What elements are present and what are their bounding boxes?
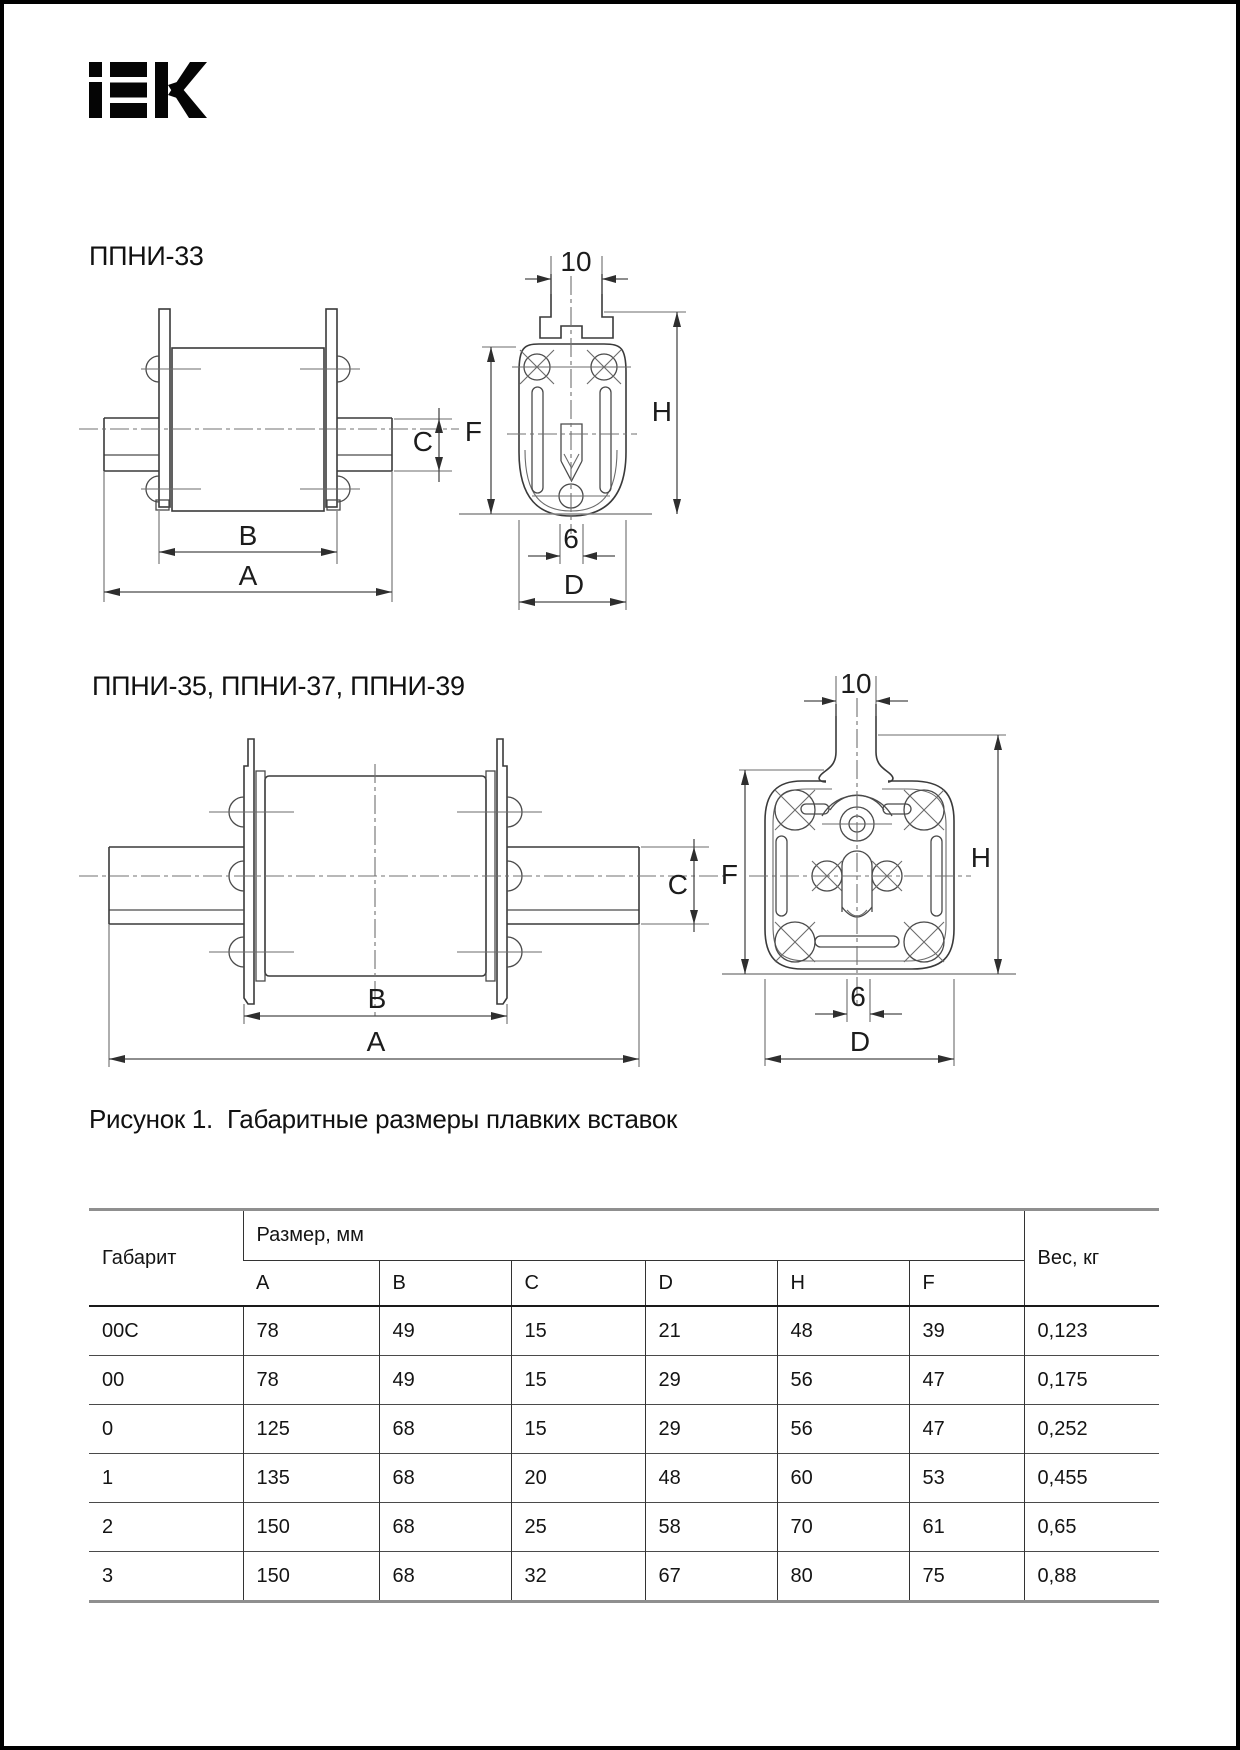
logo-e-bar xyxy=(110,103,147,118)
cell-A: 150 xyxy=(243,1552,379,1602)
cell-gabarit: 00C xyxy=(89,1306,243,1356)
cell-B: 68 xyxy=(379,1454,511,1503)
drawing2-ppni35-37-39 xyxy=(64,664,1024,1104)
cell-B: 68 xyxy=(379,1552,511,1602)
cell-A: 125 xyxy=(243,1405,379,1454)
table-row xyxy=(89,1405,1159,1454)
cell-D: 58 xyxy=(645,1503,777,1552)
cell-C: 25 xyxy=(511,1503,645,1552)
cell-F: 47 xyxy=(909,1405,1024,1454)
cell-F: 47 xyxy=(909,1356,1024,1405)
logo-i-dot xyxy=(89,62,102,77)
dim-label-B: B xyxy=(367,983,387,1014)
cell-weight: 0,88 xyxy=(1024,1552,1159,1602)
cell-gabarit: 0 xyxy=(89,1405,243,1454)
header-weight-kg: Вес, кг xyxy=(1024,1210,1159,1307)
dim-label-D: D xyxy=(849,1026,871,1057)
blade-right xyxy=(497,739,507,1004)
cell-B: 68 xyxy=(379,1405,511,1454)
subheader-F: F xyxy=(909,1261,1024,1307)
dim-label-H: H xyxy=(651,396,672,427)
dim-label-F: F xyxy=(720,859,738,890)
cell-D: 48 xyxy=(645,1454,777,1503)
dim-label-10: 10 xyxy=(560,246,592,277)
cell-C: 20 xyxy=(511,1454,645,1503)
cell-A: 78 xyxy=(243,1356,379,1405)
cell-A: 150 xyxy=(243,1503,379,1552)
cell-H: 60 xyxy=(777,1454,909,1503)
figure-caption-label: Рисунок 1. xyxy=(89,1104,213,1134)
cell-D: 67 xyxy=(645,1552,777,1602)
cell-F: 75 xyxy=(909,1552,1024,1602)
vent-slot xyxy=(600,387,611,493)
cell-A: 135 xyxy=(243,1454,379,1503)
cell-weight: 0,65 xyxy=(1024,1503,1159,1552)
cell-H: 80 xyxy=(777,1552,909,1602)
dim-label-10: 10 xyxy=(840,668,872,699)
table-row xyxy=(89,1356,1159,1405)
cell-F: 39 xyxy=(909,1306,1024,1356)
dim-label-C: C xyxy=(667,869,688,900)
cell-B: 68 xyxy=(379,1503,511,1552)
drawing1-ppni33 xyxy=(64,239,724,614)
table-header-row xyxy=(89,1210,1159,1261)
cell-C: 15 xyxy=(511,1306,645,1356)
logo-e-bar xyxy=(110,83,147,98)
cell-weight: 0,175 xyxy=(1024,1356,1159,1405)
header-size-mm: Размер, мм xyxy=(243,1210,1024,1261)
logo-i-stem xyxy=(89,82,102,118)
blade-left xyxy=(159,309,170,507)
header-gabarit: Габарит xyxy=(102,1246,177,1269)
table-row xyxy=(89,1503,1159,1552)
subheader-D: D xyxy=(645,1261,777,1307)
iek-logo xyxy=(89,62,207,118)
subheader-H: H xyxy=(777,1261,909,1307)
cell-D: 29 xyxy=(645,1356,777,1405)
dim-label-6: 6 xyxy=(850,981,866,1012)
dim-label-A: A xyxy=(366,1026,386,1057)
dimensions-table xyxy=(89,1208,1159,1603)
cell-B: 49 xyxy=(379,1356,511,1405)
table-row xyxy=(89,1306,1159,1356)
logo-k-stem xyxy=(155,62,168,118)
cell-gabarit: 3 xyxy=(89,1552,243,1602)
cell-D: 21 xyxy=(645,1306,777,1356)
cell-weight: 0,123 xyxy=(1024,1306,1159,1356)
cell-C: 15 xyxy=(511,1356,645,1405)
logo-k-arm xyxy=(168,82,207,118)
dim-label-H: H xyxy=(970,842,991,873)
cell-C: 32 xyxy=(511,1552,645,1602)
table-row xyxy=(89,1552,1159,1602)
vent-slot xyxy=(532,387,543,493)
figure-caption xyxy=(89,1104,677,1135)
blade-right xyxy=(326,309,337,507)
cell-B: 49 xyxy=(379,1306,511,1356)
cell-F: 61 xyxy=(909,1503,1024,1552)
blade-left xyxy=(244,739,254,1004)
cell-weight: 0,252 xyxy=(1024,1405,1159,1454)
drawing1-title: ППНИ-33 xyxy=(89,241,204,271)
dim-label-C: C xyxy=(412,426,433,457)
subheader-C: C xyxy=(511,1261,645,1307)
cell-H: 56 xyxy=(777,1405,909,1454)
logo-e-bar xyxy=(110,62,147,77)
cell-H: 48 xyxy=(777,1306,909,1356)
cell-D: 29 xyxy=(645,1405,777,1454)
dim-label-F: F xyxy=(464,416,482,447)
cell-H: 70 xyxy=(777,1503,909,1552)
cell-gabarit: 00 xyxy=(89,1356,243,1405)
cell-weight: 0,455 xyxy=(1024,1454,1159,1503)
cell-F: 53 xyxy=(909,1454,1024,1503)
cell-gabarit: 1 xyxy=(89,1454,243,1503)
cell-C: 15 xyxy=(511,1405,645,1454)
dim-label-6: 6 xyxy=(563,523,579,554)
table-row xyxy=(89,1454,1159,1503)
subheader-A: A xyxy=(243,1261,379,1307)
figure-caption-text: Габаритные размеры плавких вставок xyxy=(226,1104,678,1134)
subheader-B: B xyxy=(379,1261,511,1307)
cell-gabarit: 2 xyxy=(89,1503,243,1552)
dim-label-A: A xyxy=(238,560,258,591)
cell-A: 78 xyxy=(243,1306,379,1356)
table-subheader-row xyxy=(89,1261,1159,1307)
cell-H: 56 xyxy=(777,1356,909,1405)
dim-label-D: D xyxy=(563,569,585,600)
dim-label-B: B xyxy=(238,520,258,551)
drawing2-title: ППНИ-35, ППНИ-37, ППНИ-39 xyxy=(92,671,465,701)
